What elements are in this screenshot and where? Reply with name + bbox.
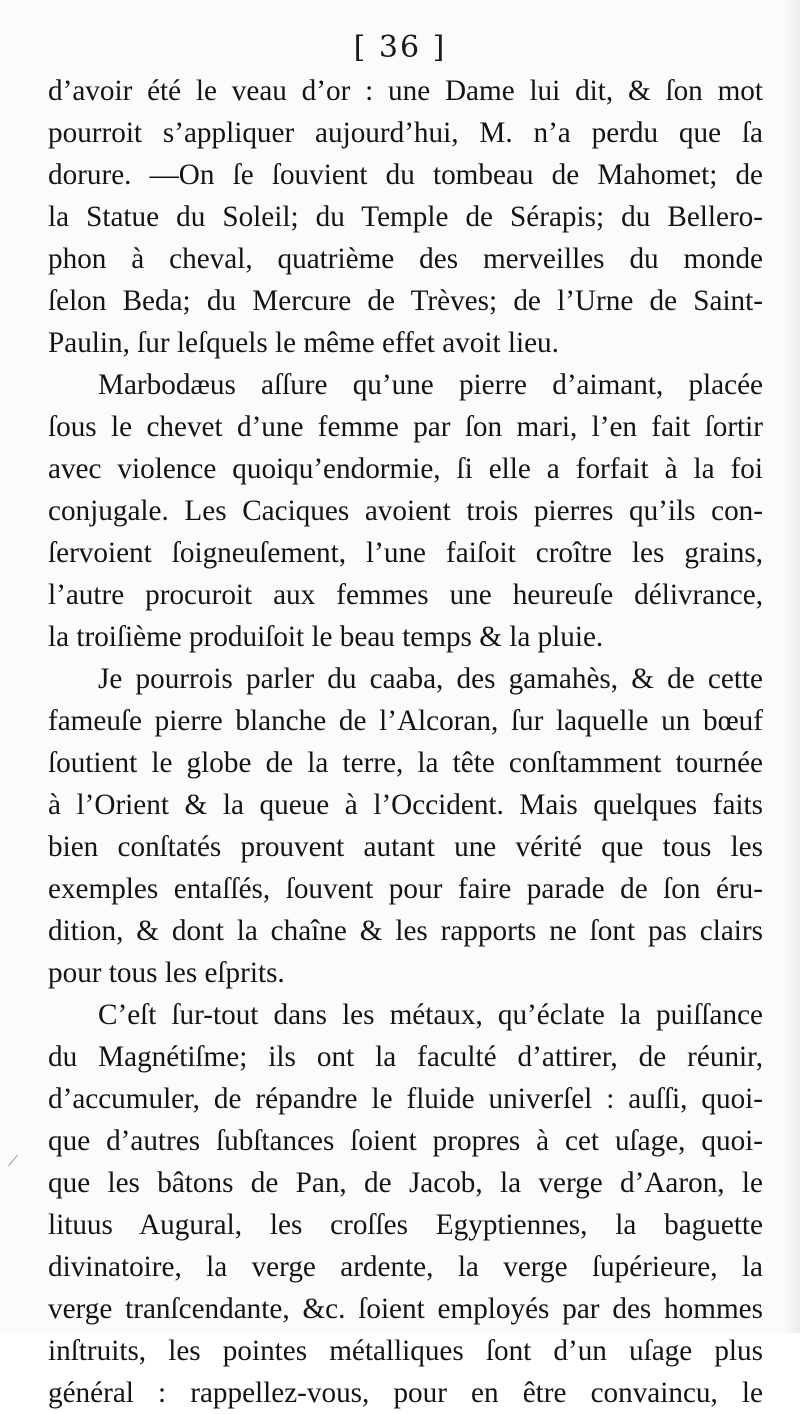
text-line: l’autre procuroit aux femmes une heureuſe délivrance, [48,579,763,611]
text-line: ſous le chevet d’une femme par ſon mari, l’en fait ſortir [48,411,763,443]
text-line: phon à cheval, quatrième des merveilles du monde [48,243,763,275]
text-line: ſelon Beda; du Mercure de Trèves; de l’Urne de Saint- [48,285,763,317]
text-line: d’accumuler, de répandre le fluide univerſel : auſſi, quoi- [48,1083,763,1115]
text-line: fameuſe pierre blanche de l’Alcoran, ſur laquelle un bœuf [48,705,763,737]
text-line: que d’autres ſubſtances ſoient propres à cet uſage, quoi- [48,1125,763,1157]
text-line: verge tranſcendante, &c. ſoient employés par des hommes [48,1293,763,1325]
text-line: ſoutient le globe de la terre, la tête conſtamment tournée [48,747,763,779]
text-line: la Statue du Soleil; du Temple de Sérapis; du Bellero- [48,201,763,233]
text-line: Je pourrois parler du caaba, des gamahès, & de cette [98,663,763,695]
text-line: général : rappellez-vous, pour en être convaincu, le [48,1377,763,1409]
text-line: avec violence quoiqu’endormie, ſi elle a forfait à la foi [48,453,763,485]
page-edge-shadow [782,0,800,1333]
text-line: d’avoir été le veau d’or : une Dame lui dit, & ſon mot [48,75,763,107]
text-line: à l’Orient & la queue à l’Occident. Mais quelques faits [48,789,763,821]
margin-mark [8,1155,18,1166]
text-line: Paulin, ſur leſquels le même effet avoit lieu. [48,327,559,359]
text-line: que les bâtons de Pan, de Jacob, la verge d’Aaron, le [48,1167,763,1199]
text-line: conjugale. Les Caciques avoient trois pierres qu’ils con- [48,495,763,527]
text-line: dition, & dont la chaîne & les rapports ne ſont pas clairs [48,915,763,947]
text-line: inſtruits, les pointes métalliques ſont d’un uſage plus [48,1335,763,1367]
text-line: C’eſt ſur-tout dans les métaux, qu’éclate la puiſſance [98,999,763,1031]
text-line: ſervoient ſoigneuſement, l’une faiſoit croître les grains, [48,537,763,569]
text-line: pour tous les eſprits. [48,957,285,989]
text-line: divinatoire, la verge ardente, la verge ſupérieure, la [48,1251,763,1283]
text-line: du Magnétiſme; ils ont la faculté d’attirer, de réunir, [48,1041,763,1073]
text-line: bien conſtatés prouvent autant une vérité que tous les [48,831,763,863]
text-line: la troiſième produiſoit le beau temps & la pluie. [48,621,604,653]
text-line: Marbodæus aſſure qu’une pierre d’aimant, placée [98,369,763,401]
body-text [48,70,763,1414]
text-line: exemples entaſſés, ſouvent pour faire parade de ſon éru- [48,873,763,905]
page-number: [ 36 ] [353,30,447,65]
text-line: lituus Augural, les croſſes Egyptiennes, la baguette [48,1209,763,1241]
text-line: dorure. —On ſe ſouvient du tombeau de Mahomet; de [48,159,763,191]
text-line: pourroit s’appliquer aujourd’hui, M. n’a perdu que ſa [48,117,763,149]
